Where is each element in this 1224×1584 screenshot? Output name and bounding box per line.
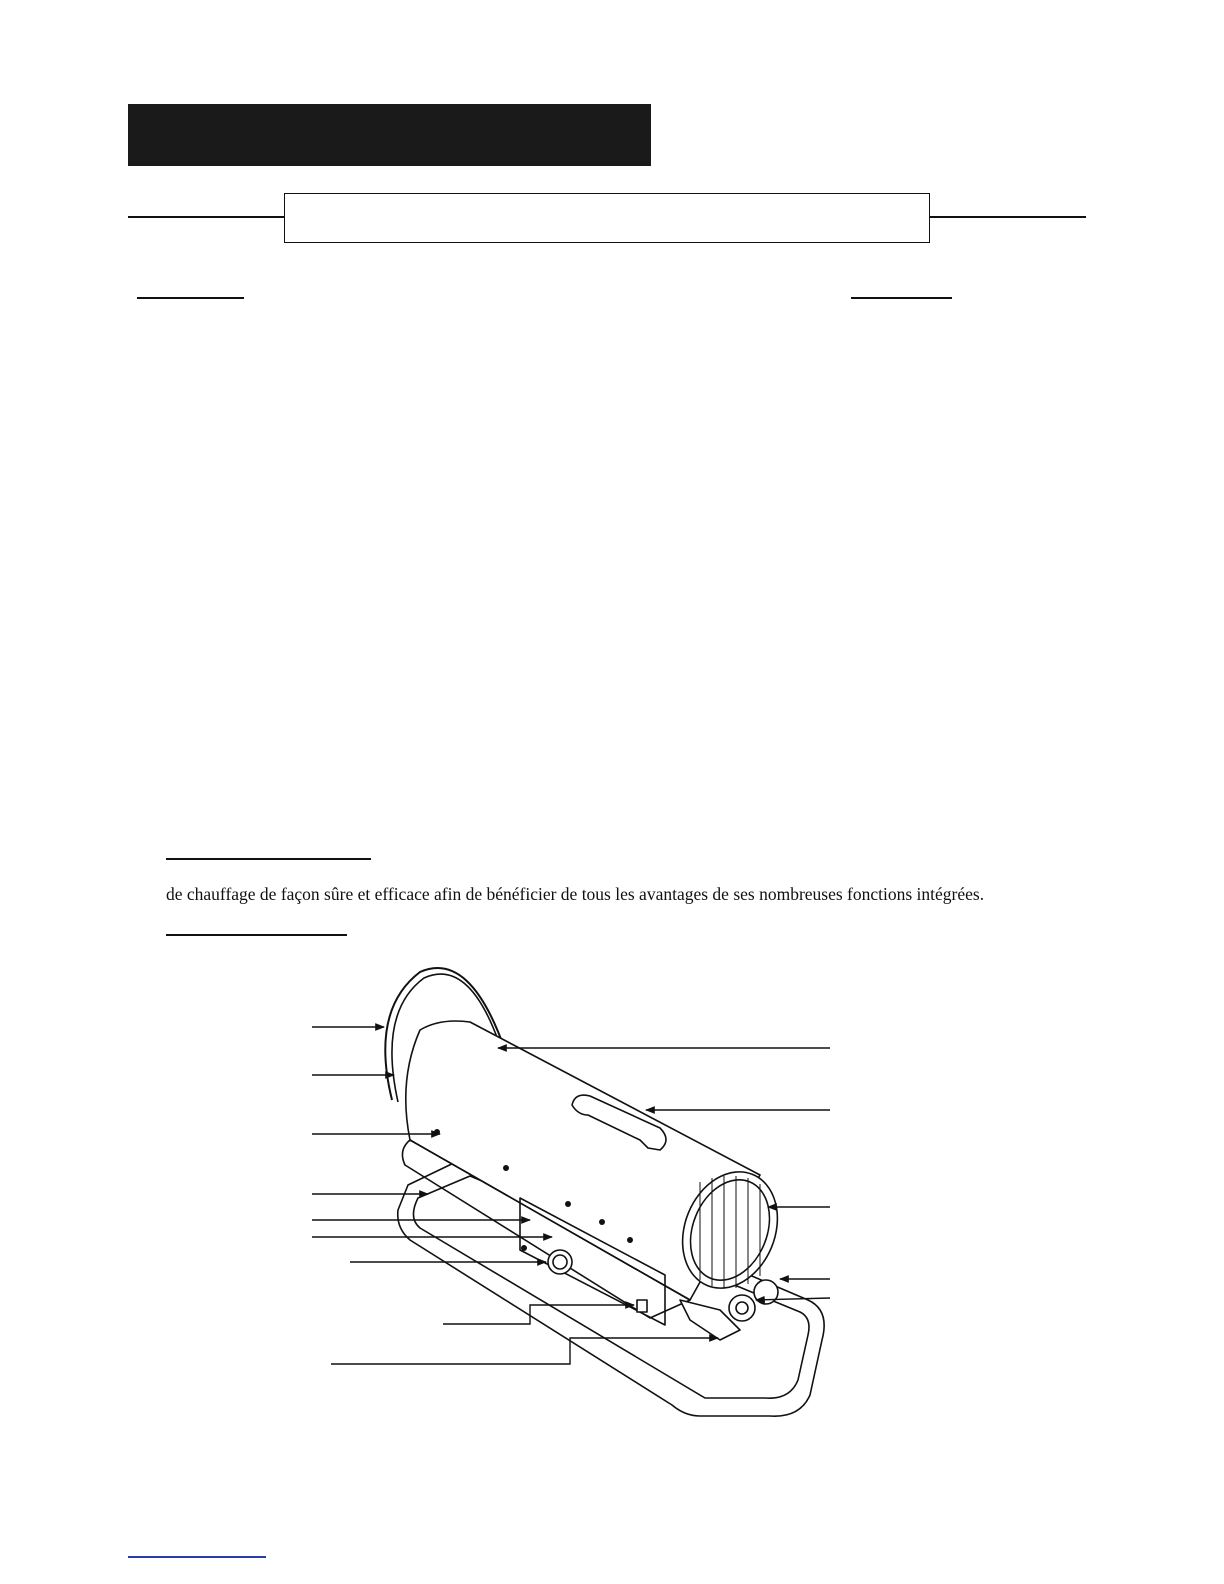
thermostat-knob <box>548 1250 572 1274</box>
title-box <box>284 193 930 243</box>
heater-diagram <box>300 955 840 1425</box>
title-rule-right <box>930 216 1086 218</box>
power-switch <box>637 1300 647 1312</box>
heading-underline-right <box>851 297 952 299</box>
intro-paragraph: de chauffage de façon sûre et efficace afin de bénéficier de tous les avantages de ses nombreuses fonctions intégrées. <box>166 884 985 904</box>
footer-link-line <box>128 1556 266 1558</box>
title-rule-left <box>128 216 284 218</box>
section-banner <box>128 104 651 166</box>
heading-underline-left <box>137 297 244 299</box>
figure-heading-underline <box>166 934 347 936</box>
intro-heading-underline <box>166 858 371 860</box>
